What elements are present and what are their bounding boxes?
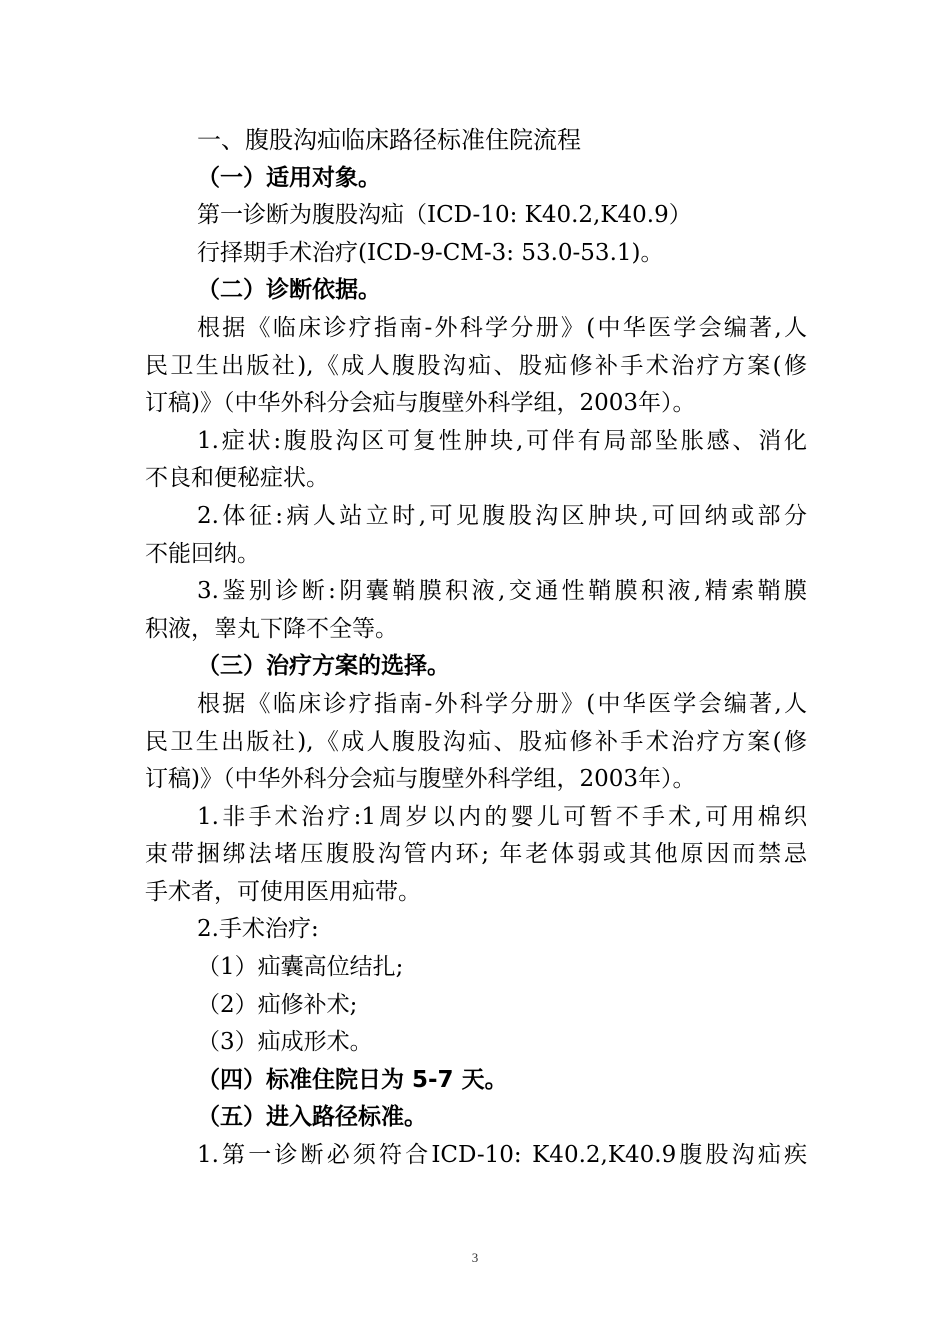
text-line: 2.手术治疗: <box>197 916 319 943</box>
section-heading: （二）诊断依据。 <box>197 277 381 304</box>
text-line: 不能回纳。 <box>145 540 260 567</box>
page-number: 3 <box>471 1250 479 1265</box>
text-line: 3.鉴别诊断:阴囊鞘膜积液,交通性鞘膜积液,精索鞘膜 <box>197 578 807 605</box>
document-body <box>145 122 807 1175</box>
document-title: 一、腹股沟疝临床路径标准住院流程 <box>197 126 581 154</box>
text-line: 民卫生出版社),《成人腹股沟疝、股疝修补手术治疗方案(修 <box>145 728 807 755</box>
text-line: 手术者，可使用医用疝带。 <box>145 878 421 905</box>
text-line: 根据《临床诊疗指南-外科学分册》(中华医学会编著,人 <box>197 690 807 717</box>
text-line: 积液，睾丸下降不全等。 <box>145 615 398 642</box>
section-heading: （四）标准住院日为 5-7 天。 <box>197 1066 508 1093</box>
text-line: 束带捆绑法堵压腹股沟管内环; 年老体弱或其他原因而禁忌 <box>145 841 807 868</box>
text-line: 民卫生出版社),《成人腹股沟疝、股疝修补手术治疗方案(修 <box>145 352 807 379</box>
paragraph-lines <box>145 160 807 1175</box>
text-line: 第一诊断为腹股沟疝（ICD-10: K40.2,K40.9） <box>197 202 692 229</box>
text-line: 行择期手术治疗(ICD-9-CM-3: 53.0-53.1)。 <box>197 239 664 266</box>
text-line: 2.体征:病人站立时,可见腹股沟区肿块,可回纳或部分 <box>197 502 807 529</box>
text-line: 1.第一诊断必须符合ICD-10: K40.2,K40.9腹股沟疝疾 <box>197 1142 807 1169</box>
section-heading: （五）进入路径标准。 <box>197 1104 427 1131</box>
section-heading: （一）适用对象。 <box>197 164 381 191</box>
text-line: （1）疝囊高位结扎; <box>197 954 404 981</box>
text-line: 订稿)》（中华外科分会疝与腹壁外科学组，2003年）。 <box>145 390 696 417</box>
text-line: 1.非手术治疗:1周岁以内的婴儿可暂不手术,可用棉织 <box>197 803 807 830</box>
text-line: 根据《临床诊疗指南-外科学分册》(中华医学会编著,人 <box>197 314 807 341</box>
text-line: 不良和便秘症状。 <box>145 465 329 492</box>
text-line: （2）疝修补术; <box>197 991 358 1018</box>
text-line: （3）疝成形术。 <box>197 1029 373 1056</box>
text-line: 1.症状:腹股沟区可复性肿块,可伴有局部坠胀感、消化 <box>197 427 807 454</box>
text-line: 订稿)》（中华外科分会疝与腹壁外科学组，2003年）。 <box>145 766 696 793</box>
section-heading: （三）治疗方案的选择。 <box>197 653 450 680</box>
